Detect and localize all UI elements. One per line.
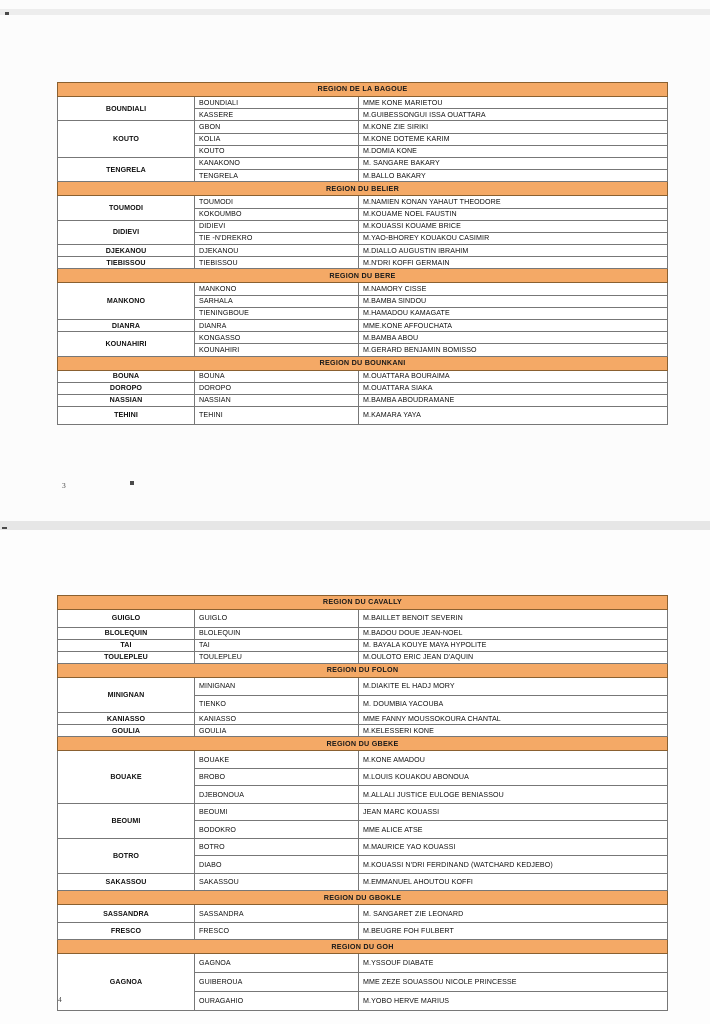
- sub-prefecture-cell: MANKONO: [195, 283, 359, 295]
- official-name-cell: M.DIALLO AUGUSTIN IBRAHIM: [359, 245, 668, 257]
- region-title: REGION DU FOLON: [58, 664, 668, 678]
- region-header-row: [58, 182, 668, 196]
- sub-prefecture-cell: BLOLEQUIN: [195, 627, 359, 639]
- table-row: [58, 838, 668, 856]
- region-title: REGION DU CAVALLY: [58, 596, 668, 610]
- region-title: REGION DU GOH: [58, 940, 668, 954]
- sub-prefecture-cell: GBON: [195, 121, 359, 133]
- department-cell: KANIASSO: [58, 713, 195, 725]
- official-name-cell: M.BADOU DOUE JEAN-NOEL: [359, 627, 668, 639]
- official-name-cell: M.BEUGRE FOH FULBERT: [359, 922, 668, 940]
- scan-artifact-speck: [2, 527, 7, 529]
- sub-prefecture-cell: BODOKRO: [195, 821, 359, 839]
- department-cell: TENGRELA: [58, 157, 195, 181]
- region-officials-table-page-3: [57, 82, 668, 425]
- department-cell: KOUTO: [58, 121, 195, 158]
- table-row: [58, 220, 668, 232]
- sub-prefecture-cell: KANIASSO: [195, 713, 359, 725]
- scanner-edge-top: [0, 9, 710, 15]
- official-name-cell: M.OUATTARA BOURAIMA: [359, 370, 668, 382]
- official-name-cell: M.KELESSERI KONE: [359, 725, 668, 737]
- sub-prefecture-cell: TOULEPLEU: [195, 651, 359, 663]
- department-cell: DIDIEVI: [58, 220, 195, 244]
- official-name-cell: MME ZEZE SOUASSOU NICOLE PRINCESSE: [359, 973, 668, 992]
- sub-prefecture-cell: KOLIA: [195, 133, 359, 145]
- official-name-cell: MME ALICE ATSE: [359, 821, 668, 839]
- sub-prefecture-cell: FRESCO: [195, 922, 359, 940]
- table-row: [58, 954, 668, 973]
- sub-prefecture-cell: KASSERE: [195, 109, 359, 121]
- official-name-cell: M.KONE AMADOU: [359, 751, 668, 769]
- sub-prefecture-cell: BEOUMI: [195, 803, 359, 821]
- department-cell: DIANRA: [58, 320, 195, 332]
- sub-prefecture-cell: KOKOUMBO: [195, 208, 359, 220]
- department-cell: GAGNOA: [58, 954, 195, 1011]
- region-title: REGION DU BOUNKANI: [58, 356, 668, 370]
- sub-prefecture-cell: GOULIA: [195, 725, 359, 737]
- sub-prefecture-cell: BOTRO: [195, 838, 359, 856]
- table-row: [58, 751, 668, 769]
- official-name-cell: MME KONE MARIETOU: [359, 97, 668, 109]
- sub-prefecture-cell: OURAGAHIO: [195, 992, 359, 1011]
- table-row: [58, 713, 668, 725]
- department-cell: TIEBISSOU: [58, 257, 195, 269]
- official-name-cell: MME FANNY MOUSSOKOURA CHANTAL: [359, 713, 668, 725]
- region-title: REGION DU GBEKE: [58, 737, 668, 751]
- sub-prefecture-cell: SAKASSOU: [195, 873, 359, 891]
- sub-prefecture-cell: TIENINGBOUE: [195, 307, 359, 319]
- official-name-cell: JEAN MARC KOUASSI: [359, 803, 668, 821]
- region-header-row: [58, 596, 668, 610]
- table-row: [58, 382, 668, 394]
- table-row: [58, 283, 668, 295]
- table-row: [58, 803, 668, 821]
- official-name-cell: M.DOMIA KONE: [359, 145, 668, 157]
- table-row: [58, 627, 668, 639]
- sub-prefecture-cell: TOUMODI: [195, 196, 359, 208]
- region-title: REGION DU GBOKLE: [58, 891, 668, 905]
- official-name-cell: M.HAMADOU KAMAGATE: [359, 307, 668, 319]
- table-row: [58, 157, 668, 169]
- region-header-row: [58, 664, 668, 678]
- table-row: [58, 245, 668, 257]
- official-name-cell: M.BAMBA SINDOU: [359, 295, 668, 307]
- department-cell: BOUNA: [58, 370, 195, 382]
- department-cell: BOTRO: [58, 838, 195, 873]
- table-row: [58, 370, 668, 382]
- region-header-row: [58, 891, 668, 905]
- sub-prefecture-cell: GUIBEROUA: [195, 973, 359, 992]
- official-name-cell: M.OUATTARA SIAKA: [359, 382, 668, 394]
- official-name-cell: M.ALLALI JUSTICE EULOGE BENIASSOU: [359, 786, 668, 804]
- department-cell: MANKONO: [58, 283, 195, 320]
- official-name-cell: M. SANGARET ZIE LEONARD: [359, 905, 668, 923]
- sub-prefecture-cell: DIANRA: [195, 320, 359, 332]
- sub-prefecture-cell: TIEBISSOU: [195, 257, 359, 269]
- sub-prefecture-cell: BROBO: [195, 768, 359, 786]
- region-title: REGION DE LA BAGOUE: [58, 83, 668, 97]
- official-name-cell: M.YSSOUF DIABATE: [359, 954, 668, 973]
- sub-prefecture-cell: KOUTO: [195, 145, 359, 157]
- department-cell: GOULIA: [58, 725, 195, 737]
- department-cell: SASSANDRA: [58, 905, 195, 923]
- sub-prefecture-cell: BOUNDIALI: [195, 97, 359, 109]
- region-header-row: [58, 737, 668, 751]
- region-header-row: [58, 356, 668, 370]
- sub-prefecture-cell: SARHALA: [195, 295, 359, 307]
- region-header-row: [58, 83, 668, 97]
- official-name-cell: M.YAO-BHOREY KOUAKOU CASIMIR: [359, 232, 668, 244]
- sub-prefecture-cell: KONGASSO: [195, 332, 359, 344]
- table-row: [58, 121, 668, 133]
- official-name-cell: M.DIAKITE EL HADJ MORY: [359, 678, 668, 696]
- department-cell: TEHINI: [58, 407, 195, 425]
- sub-prefecture-cell: TIENKO: [195, 695, 359, 713]
- official-name-cell: M. SANGARE BAKARY: [359, 157, 668, 169]
- sub-prefecture-cell: GUIGLO: [195, 610, 359, 628]
- sub-prefecture-cell: TEHINI: [195, 407, 359, 425]
- sub-prefecture-cell: SASSANDRA: [195, 905, 359, 923]
- table-row: [58, 639, 668, 651]
- department-cell: KOUNAHIRI: [58, 332, 195, 356]
- table-row: [58, 725, 668, 737]
- sub-prefecture-cell: BOUAKE: [195, 751, 359, 769]
- table-row: [58, 873, 668, 891]
- table-row: [58, 651, 668, 663]
- region-header-row: [58, 940, 668, 954]
- department-cell: BEOUMI: [58, 803, 195, 838]
- sub-prefecture-cell: KOUNAHIRI: [195, 344, 359, 356]
- official-name-cell: M.BAMBA ABOU: [359, 332, 668, 344]
- department-cell: GUIGLO: [58, 610, 195, 628]
- table-row: [58, 905, 668, 923]
- department-cell: TAI: [58, 639, 195, 651]
- department-cell: MINIGNAN: [58, 678, 195, 713]
- official-name-cell: M.BALLO BAKARY: [359, 170, 668, 182]
- department-cell: BLOLEQUIN: [58, 627, 195, 639]
- official-name-cell: MME.KONE AFFOUCHATA: [359, 320, 668, 332]
- official-name-cell: M.EMMANUEL AHOUTOU KOFFI: [359, 873, 668, 891]
- table-row: [58, 394, 668, 406]
- official-name-cell: M.BAMBA ABOUDRAMANE: [359, 394, 668, 406]
- sub-prefecture-cell: DIABO: [195, 856, 359, 874]
- sub-prefecture-cell: DJEKANOU: [195, 245, 359, 257]
- official-name-cell: M.GERARD BENJAMIN BOMISSO: [359, 344, 668, 356]
- official-name-cell: M.LOUIS KOUAKOU ABONOUA: [359, 768, 668, 786]
- scanner-page-separator: [0, 521, 710, 530]
- table-row: [58, 257, 668, 269]
- department-cell: BOUAKE: [58, 751, 195, 804]
- official-name-cell: M.KONE ZIE SIRIKI: [359, 121, 668, 133]
- official-name-cell: M. BAYALA KOUYE MAYA HYPOLITE: [359, 639, 668, 651]
- page-number: 4: [58, 995, 62, 1004]
- official-name-cell: M.GUIBESSONGUI ISSA OUATTARA: [359, 109, 668, 121]
- department-cell: NASSIAN: [58, 394, 195, 406]
- official-name-cell: M.OULOTO ERIC JEAN D'AQUIN: [359, 651, 668, 663]
- sub-prefecture-cell: MINIGNAN: [195, 678, 359, 696]
- official-name-cell: M. DOUMBIA YACOUBA: [359, 695, 668, 713]
- table-row: [58, 922, 668, 940]
- department-cell: TOULEPLEU: [58, 651, 195, 663]
- sub-prefecture-cell: NASSIAN: [195, 394, 359, 406]
- department-cell: SAKASSOU: [58, 873, 195, 891]
- table-row: [58, 320, 668, 332]
- official-name-cell: M.KONE DOTEME KARIM: [359, 133, 668, 145]
- official-name-cell: M.YOBO HERVE MARIUS: [359, 992, 668, 1011]
- sub-prefecture-cell: DIDIEVI: [195, 220, 359, 232]
- official-name-cell: M.KAMARA YAYA: [359, 407, 668, 425]
- region-title: REGION DU BELIER: [58, 182, 668, 196]
- official-name-cell: M.NAMIEN KONAN YAHAUT THEODORE: [359, 196, 668, 208]
- sub-prefecture-cell: TIE -N'DREKRO: [195, 232, 359, 244]
- table-row: [58, 610, 668, 628]
- official-name-cell: M.NAMORY CISSE: [359, 283, 668, 295]
- official-name-cell: M.KOUASSI N'DRI FERDINAND (WATCHARD KEDJEBO): [359, 856, 668, 874]
- sub-prefecture-cell: DJEBONOUA: [195, 786, 359, 804]
- department-cell: TOUMODI: [58, 196, 195, 220]
- sub-prefecture-cell: TENGRELA: [195, 170, 359, 182]
- page-number: 3: [62, 481, 66, 490]
- department-cell: DJEKANOU: [58, 245, 195, 257]
- sub-prefecture-cell: GAGNOA: [195, 954, 359, 973]
- department-cell: BOUNDIALI: [58, 97, 195, 121]
- official-name-cell: M.KOUASSI KOUAME BRICE: [359, 220, 668, 232]
- table-row: [58, 678, 668, 696]
- sub-prefecture-cell: BOUNA: [195, 370, 359, 382]
- table-row: [58, 332, 668, 344]
- sub-prefecture-cell: KANAKONO: [195, 157, 359, 169]
- official-name-cell: M.N'DRI KOFFI GERMAIN: [359, 257, 668, 269]
- official-name-cell: M.KOUAME NOEL FAUSTIN: [359, 208, 668, 220]
- table-row: [58, 196, 668, 208]
- table-row: [58, 97, 668, 109]
- sub-prefecture-cell: TAI: [195, 639, 359, 651]
- region-header-row: [58, 269, 668, 283]
- department-cell: FRESCO: [58, 922, 195, 940]
- department-cell: DOROPO: [58, 382, 195, 394]
- region-officials-table-page-4: [57, 595, 668, 1011]
- sub-prefecture-cell: DOROPO: [195, 382, 359, 394]
- scan-artifact-speck: [130, 481, 134, 485]
- official-name-cell: M.BAILLET BENOIT SEVERIN: [359, 610, 668, 628]
- official-name-cell: M.MAURICE YAO KOUASSI: [359, 838, 668, 856]
- table-row: [58, 407, 668, 425]
- region-title: REGION DU BERE: [58, 269, 668, 283]
- scan-artifact-speck: [5, 12, 9, 15]
